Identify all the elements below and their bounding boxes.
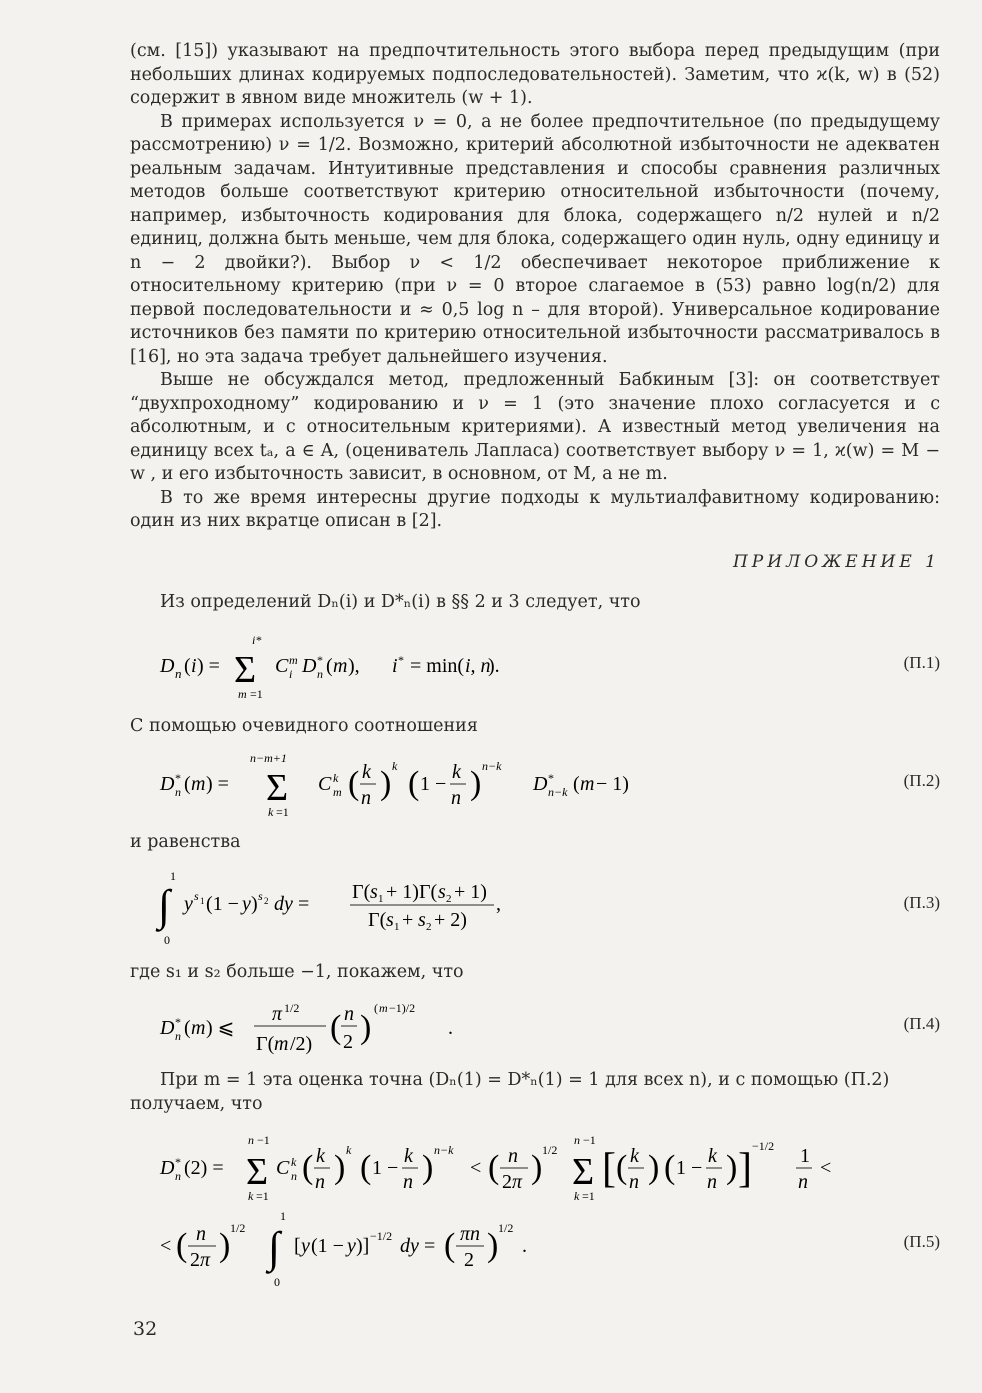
svg-text:+: + — [402, 909, 414, 931]
svg-text:(1 −: (1 − — [206, 893, 239, 915]
svg-text:(: ( — [326, 655, 333, 677]
svg-text:=1: =1 — [582, 1189, 595, 1203]
equation-p1-formula — [130, 630, 630, 710]
svg-text:D: D — [533, 773, 548, 795]
svg-text:),: ), — [348, 655, 360, 677]
svg-text:): ) — [334, 1149, 346, 1186]
svg-text:2: 2 — [343, 1031, 353, 1053]
svg-text:n: n — [175, 1169, 181, 1183]
svg-text:y: y — [242, 893, 251, 915]
appendix-heading: ПРИЛОЖЕНИЕ 1 — [732, 552, 940, 572]
svg-text:n: n — [315, 1171, 325, 1193]
svg-text:y: y — [301, 1235, 310, 1257]
svg-text:D: D — [160, 1157, 175, 1179]
svg-text:).: ). — [488, 655, 500, 677]
svg-text:1 −: 1 − — [372, 1157, 399, 1179]
svg-text:k: k — [291, 1155, 297, 1169]
svg-text:2: 2 — [446, 893, 452, 905]
svg-text:k: k — [574, 1189, 580, 1203]
svg-text:∫: ∫ — [158, 881, 171, 930]
svg-text:1 −: 1 − — [676, 1157, 703, 1179]
svg-text:=1: =1 — [276, 805, 289, 819]
svg-text:m: m — [580, 773, 595, 795]
svg-text:C: C — [318, 773, 332, 795]
svg-text:C: C — [275, 655, 289, 677]
svg-text:+ 1)Γ(: + 1)Γ( — [386, 881, 438, 903]
svg-text:2: 2 — [190, 1249, 200, 1271]
svg-text:y: y — [347, 1235, 356, 1257]
svg-text:m: m — [333, 785, 342, 799]
svg-text:/2): /2) — [290, 1033, 313, 1055]
equation-p1 — [130, 630, 940, 710]
svg-text:) ⩽: ) ⩽ — [206, 1017, 235, 1039]
svg-text:(: ( — [330, 1009, 342, 1046]
svg-text:n: n — [344, 1003, 354, 1025]
svg-text:(: ( — [408, 765, 420, 802]
and-equality-line: и равенства — [130, 832, 241, 852]
eq-number-p4: (П.4) — [903, 1014, 940, 1033]
svg-text:n: n — [175, 1029, 181, 1043]
equation-p5-formula — [130, 1128, 930, 1293]
svg-text:1 −: 1 − — [420, 773, 447, 795]
svg-text:s: s — [194, 889, 199, 903]
svg-text:(: ( — [302, 1149, 314, 1186]
svg-text:n−k: n−k — [482, 759, 502, 773]
eq-number-p2: (П.2) — [903, 771, 940, 790]
svg-text:]: ] — [738, 1146, 752, 1192]
svg-text:π: π — [200, 1249, 211, 1271]
at-m1-line-2: получаем, что — [130, 1094, 263, 1114]
svg-text:m: m — [238, 687, 247, 701]
eq-number-p1: (П.1) — [903, 653, 940, 672]
svg-text:(: ( — [616, 1149, 628, 1186]
svg-text:π: π — [272, 1003, 283, 1025]
svg-text:=: = — [298, 893, 310, 915]
svg-text:k: k — [392, 759, 398, 773]
svg-text:1/2: 1/2 — [498, 1221, 514, 1235]
svg-text:n: n — [175, 785, 181, 799]
svg-text:n−k: n−k — [548, 785, 568, 799]
svg-text:=1: =1 — [250, 687, 263, 701]
svg-text:π: π — [512, 1171, 523, 1193]
svg-text:k: k — [268, 805, 274, 819]
svg-text:n: n — [317, 667, 323, 681]
svg-text:s: s — [438, 881, 446, 903]
equation-p2 — [130, 748, 940, 828]
svg-text:(: ( — [176, 1227, 188, 1264]
svg-text:Σ: Σ — [234, 649, 257, 691]
svg-text:): ) — [487, 1227, 499, 1264]
svg-text:,: , — [496, 893, 501, 915]
svg-text:D: D — [160, 1017, 175, 1039]
svg-text:n: n — [451, 787, 461, 809]
svg-text:*: * — [317, 653, 323, 667]
svg-text:) =: ) = — [206, 773, 229, 795]
paragraph-3: Выше не обсуждался метод, предложенный Бабкиным [3]: он соответствует “двухпроходному” кодированию и ν = 1 (это значение плохо согласуется и с абсолютным, и с относительным критериями). А известный метод увеличения на единицу всех tₐ, a ∈ A, (оцениватель Лапласа) соответствует выбору ν = 1, ϰ(w) = M − w , и его избыточность зависит, в основном, от M, а не m. — [130, 370, 940, 484]
svg-text:<: < — [470, 1157, 482, 1179]
svg-text:n: n — [403, 1171, 413, 1193]
svg-text:*: * — [398, 653, 404, 667]
svg-text:[: [ — [294, 1235, 301, 1257]
svg-text:(: ( — [573, 773, 580, 795]
where-line: где s₁ и s₂ больше −1, покажем, что — [130, 962, 464, 982]
svg-text:i: i — [191, 655, 197, 677]
equation-p3 — [130, 864, 940, 954]
svg-text:y: y — [184, 893, 193, 915]
svg-text:[: [ — [602, 1146, 616, 1192]
svg-text:n: n — [291, 1169, 297, 1183]
svg-text:<: < — [820, 1157, 832, 1179]
svg-text:n: n — [574, 1133, 580, 1147]
svg-text:*: * — [175, 771, 181, 785]
svg-text:(: ( — [488, 1149, 500, 1186]
svg-text:n: n — [196, 1223, 206, 1245]
svg-text:(2) =: (2) = — [184, 1157, 224, 1179]
svg-text:∫: ∫ — [268, 1223, 281, 1272]
equation-p5 — [130, 1128, 940, 1293]
svg-text:i: i — [289, 667, 293, 681]
svg-text:(: ( — [374, 1001, 378, 1015]
page-number: 32 — [133, 1318, 158, 1340]
paragraph-1: (см. [15]) указывают на предпочтительность этого выбора перед предыдущим (при небольших длинах кодируемых подпоследовательностей). Заметим, что ϰ(k, w) в (52) содержит в явном виде множитель (w + 1). — [130, 41, 940, 108]
svg-text:Σ: Σ — [246, 1151, 269, 1193]
svg-text:(: ( — [184, 655, 191, 677]
svg-text:1: 1 — [280, 1209, 286, 1223]
svg-text:): ) — [219, 1227, 231, 1264]
svg-text:*: * — [175, 1015, 181, 1029]
svg-text:) =: ) = — [197, 655, 220, 677]
svg-text:1: 1 — [200, 896, 205, 906]
svg-text:1/2: 1/2 — [230, 1221, 246, 1235]
svg-text:): ) — [360, 1009, 372, 1046]
svg-text:n: n — [629, 1171, 639, 1193]
svg-text:−1: −1 — [583, 1133, 596, 1147]
svg-text:(: ( — [664, 1149, 676, 1186]
svg-text:k: k — [404, 1145, 413, 1167]
svg-text:(: ( — [184, 773, 191, 795]
svg-text:k: k — [708, 1145, 717, 1167]
help-relation-line: С помощью очевидного соотношения — [130, 716, 478, 736]
svg-text:(: ( — [444, 1227, 456, 1264]
svg-text:s: s — [370, 881, 378, 903]
svg-text:): ) — [648, 1149, 660, 1186]
svg-text:Γ(: Γ( — [368, 909, 387, 931]
at-m1-line-1: При m = 1 эта оценка точна (Dₙ(1) = D*ₙ(1) = 1 для всех n), и с помощью (П.2) — [160, 1070, 890, 1090]
svg-text:k: k — [452, 761, 461, 783]
svg-text:Σ: Σ — [266, 767, 289, 809]
svg-text:(1 −: (1 − — [311, 1235, 344, 1257]
eq-number-p5: (П.5) — [903, 1232, 940, 1251]
svg-text:s: s — [418, 909, 426, 931]
svg-text:dy: dy — [274, 893, 293, 915]
svg-text:D: D — [160, 773, 175, 795]
svg-text:1: 1 — [394, 921, 400, 933]
svg-text:k: k — [346, 1143, 352, 1157]
svg-text:): ) — [531, 1149, 543, 1186]
svg-text:m: m — [379, 1001, 388, 1015]
svg-text:dy: dy — [400, 1235, 419, 1257]
intro-line: Из определений Dₙ(i) и D*ₙ(i) в §§ 2 и 3 следует, что — [160, 592, 641, 612]
svg-text:1: 1 — [170, 869, 176, 883]
svg-text:Σ: Σ — [572, 1151, 595, 1193]
equation-p3-formula — [130, 864, 630, 954]
svg-text:<: < — [160, 1235, 172, 1257]
svg-text:1/2: 1/2 — [284, 1001, 300, 1015]
svg-text:0: 0 — [164, 933, 170, 947]
svg-text:*: * — [175, 1155, 181, 1169]
svg-text:=1: =1 — [256, 1189, 269, 1203]
body-text — [130, 40, 940, 534]
svg-text:D: D — [302, 655, 317, 677]
svg-text:i: i — [392, 655, 398, 677]
svg-text:i*: i* — [252, 633, 262, 647]
svg-text:): ) — [380, 765, 392, 802]
equation-p4-formula — [130, 992, 630, 1062]
svg-text:C: C — [276, 1157, 290, 1179]
svg-text:Γ(: Γ( — [256, 1033, 275, 1055]
svg-text:k: k — [316, 1145, 325, 1167]
svg-text:1: 1 — [800, 1145, 810, 1167]
svg-text:−1: −1 — [257, 1133, 270, 1147]
svg-text:)]: )] — [356, 1235, 370, 1257]
svg-text:+ 2): + 2) — [434, 909, 467, 931]
svg-text:n: n — [175, 666, 182, 681]
svg-text:−1/2: −1/2 — [370, 1229, 393, 1243]
svg-text:(: ( — [348, 765, 360, 802]
svg-text:D: D — [160, 655, 175, 677]
svg-text:−1/2: −1/2 — [752, 1139, 775, 1153]
svg-text:n: n — [707, 1171, 717, 1193]
svg-text:−1)/2: −1)/2 — [389, 1001, 416, 1015]
equation-p4 — [130, 992, 940, 1062]
svg-text:2: 2 — [426, 921, 432, 933]
svg-text:=: = — [424, 1235, 436, 1257]
eq-number-p3: (П.3) — [903, 893, 940, 912]
svg-text:1/2: 1/2 — [542, 1143, 558, 1157]
svg-text:πn: πn — [460, 1223, 481, 1245]
svg-text:n: n — [508, 1145, 518, 1167]
svg-text:+ 1): + 1) — [454, 881, 487, 903]
svg-text:(: ( — [184, 1017, 191, 1039]
svg-text:i, n: i, n — [465, 655, 491, 677]
svg-text:m: m — [191, 1017, 206, 1039]
svg-text:0: 0 — [274, 1275, 280, 1289]
svg-text:m: m — [274, 1033, 289, 1055]
svg-text:− 1): − 1) — [596, 773, 629, 795]
svg-text:m: m — [289, 653, 298, 667]
svg-text:k: k — [333, 771, 339, 785]
svg-text:k: k — [362, 761, 371, 783]
svg-text:2: 2 — [264, 896, 269, 906]
svg-text:m: m — [191, 773, 206, 795]
equation-p2-formula — [130, 748, 730, 828]
svg-text:n: n — [248, 1133, 254, 1147]
paragraph-4: В то же время интересны другие подходы к мультиалфавитному кодированию: один из них вкратце описан в [2]. — [130, 487, 940, 531]
svg-text:m: m — [333, 655, 348, 677]
svg-text:s: s — [258, 889, 263, 903]
svg-text:2: 2 — [502, 1171, 512, 1193]
svg-text:2: 2 — [464, 1249, 474, 1271]
svg-text:= min(: = min( — [410, 655, 465, 677]
svg-text:): ) — [422, 1149, 434, 1186]
svg-text:k: k — [630, 1145, 639, 1167]
svg-text:.: . — [522, 1235, 527, 1257]
svg-text:1: 1 — [378, 893, 384, 905]
svg-text:(: ( — [360, 1149, 372, 1186]
paragraph-2: В примерах используется ν = 0, а не более предпочтительное (по предыдущему рассмотрению) ν = 1/2. Возможно, критерий абсолютной избыточности не адекватен реальным задачам. Интуитивные представления и способы сравнения различных методов больше соответствуют критерию относительной избыточности (почему, например, избыточность кодирования для блока, содержащего n/2 нулей и n/2 единиц, должна быть меньше, чем для блока, содержащего один нуль, одну единицу и n − 2 двойки?). Выбор ν < 1/2 обеспечивает некоторое приближение к относительному критерию (при ν = 0 второе слагаемое в (53) равно log(n/2) для первой последовательности и ≈ 0,5 log n – для второй). Универсальное кодирование источников без памяти по критерию относительной избыточности рассматривалось в [16], но эта задача требует дальнейшего изучения. — [130, 111, 940, 367]
svg-text:n−m+1: n−m+1 — [250, 751, 287, 765]
svg-text:n: n — [798, 1171, 808, 1193]
svg-text:.: . — [448, 1017, 453, 1039]
svg-text:n−k: n−k — [434, 1143, 454, 1157]
svg-text:): ) — [726, 1149, 738, 1186]
svg-text:n: n — [361, 787, 371, 809]
svg-text:Γ(: Γ( — [352, 881, 371, 903]
svg-text:k: k — [248, 1189, 254, 1203]
svg-text:s: s — [386, 909, 394, 931]
svg-text:*: * — [548, 771, 554, 785]
svg-text:): ) — [251, 893, 258, 915]
svg-text:): ) — [470, 765, 482, 802]
